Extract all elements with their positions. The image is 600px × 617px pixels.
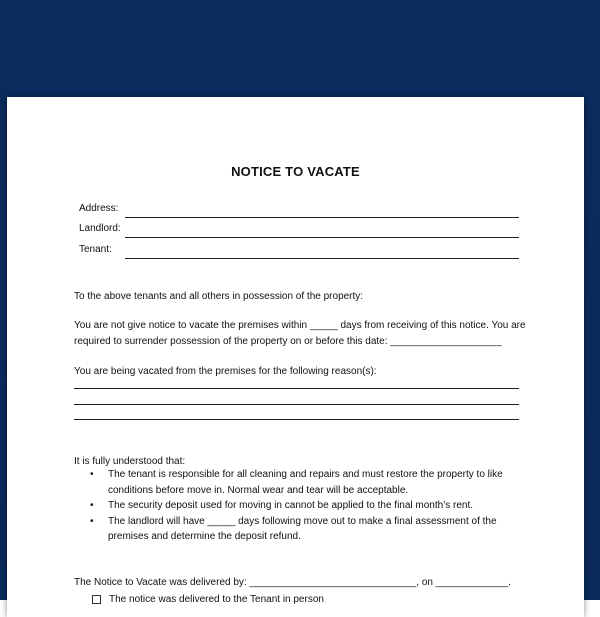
tenant-line — [125, 258, 519, 259]
reason-line-3 — [74, 419, 519, 420]
tenant-field — [79, 244, 519, 260]
list-item — [74, 514, 519, 545]
landlord-line — [125, 237, 519, 238]
in-person-checkbox[interactable] — [92, 595, 101, 604]
understood-heading: It is fully understood that: — [74, 456, 186, 467]
landlord-field — [79, 223, 519, 239]
list-item — [74, 498, 519, 514]
bullet-marker: • — [90, 500, 94, 511]
tenant-label: Tenant: — [79, 244, 112, 255]
intro-text: To the above tenants and all others in possession of the property: — [74, 291, 364, 302]
address-field — [79, 203, 519, 219]
reasons-heading: You are being vacated from the premises for the following reason(s): — [74, 366, 377, 377]
notice-paragraph: You are not give notice to vacate the premises within _____ days from receiving of this notice. You are required to surrender possession of the property on or before this date: ____________________ — [74, 320, 526, 347]
address-line — [125, 217, 519, 218]
checkbox-label: The notice was delivered to the Tenant in person — [109, 594, 324, 605]
delivered-by-text: The Notice to Vacate was delivered by: ______________________________, on _____________. — [74, 577, 511, 588]
bullet-marker: • — [90, 515, 94, 527]
list-item-text: The security deposit used for moving in cannot be applied to the final month’s rent. — [108, 500, 474, 511]
list-item-text: The landlord will have _____ days following move out to make a final assessment of the premises and determine the deposit refund. — [108, 515, 497, 542]
terms-list — [74, 467, 519, 545]
document-title: NOTICE TO VACATE — [231, 164, 360, 179]
landlord-label: Landlord: — [79, 223, 121, 234]
reason-line-2 — [74, 404, 519, 405]
document-page — [7, 97, 584, 617]
address-label: Address: — [79, 203, 119, 214]
list-item — [74, 467, 519, 498]
bullet-marker: • — [90, 469, 94, 480]
list-item-text: The tenant is responsible for all cleaning and repairs and must restore the property to like conditions before move in. Normal wear and tear will be acceptable. — [108, 469, 503, 496]
reason-line-1 — [74, 388, 519, 389]
